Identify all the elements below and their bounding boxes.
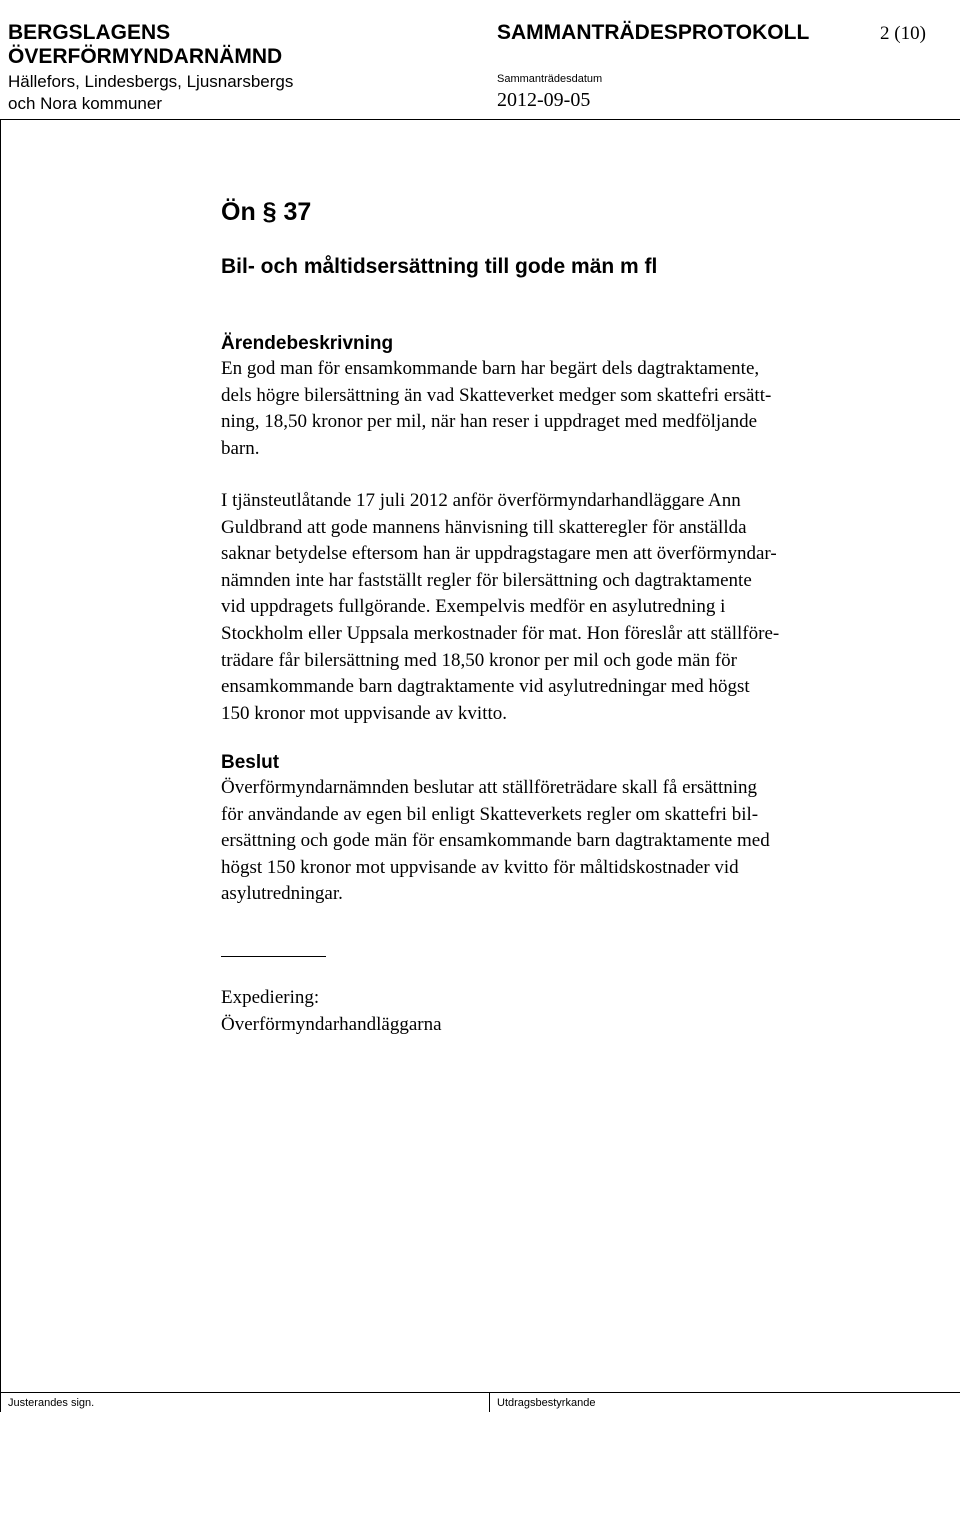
text-line: dels högre bilersättning än vad Skatteverket medger som skattefri ersätt- [221,384,772,406]
extract-certification-label: Utdragsbestyrkande [497,1397,596,1409]
municipalities-line2: och Nora kommuner [8,94,163,113]
decision-paragraph [221,775,921,908]
dispatch-recipient: Överförmyndarhandläggarna [221,1013,442,1035]
organization-name-line2: ÖVERFÖRMYNDARNÄMND [8,45,283,68]
text-line: En god man för ensamkommande barn har begärt dels dagtraktamente, [221,358,760,379]
text-line: vid uppdragets fullgörande. Exempelvis medför en asylutredning i [221,596,726,618]
footer-divider [0,1392,960,1393]
left-margin-rule [0,119,1,1412]
decision-heading: Beslut [221,752,280,773]
dispatch-label: Expediering: [221,987,320,1008]
separator-line [221,956,326,957]
text-line: trädare får bilersättning med 18,50 kronor per mil och gode män för [221,649,737,671]
text-line: ersättning och gode män för ensamkommande barn dagtraktamente med [221,830,770,852]
organization-name: BERGSLAGENS [8,21,171,44]
description-paragraph-2 [221,488,921,727]
text-line: ning, 18,50 kronor per mil, när han reser i uppdraget med medföljande [221,411,758,433]
text-line: högst 150 kronor mot uppvisande av kvitto för måltidskostnader vid [221,856,739,878]
section-number: Ön § 37 [221,198,312,226]
text-line: asylutredningar. [221,883,343,905]
text-line: I tjänsteutlåtande 17 juli 2012 anför överförmyndarhandläggare Ann [221,490,741,511]
signature-label: Justerandes sign. [8,1397,95,1409]
description-paragraph-1 [221,356,921,462]
text-line: Guldbrand att gode mannens hänvisning till skatteregler för anställda [221,516,747,538]
municipalities-line1: Hällefors, Lindesbergs, Ljusnarsbergs [8,72,294,91]
text-line: Stockholm eller Uppsala merkostnader för mat. Hon föreslår att ställföre- [221,622,780,644]
header-divider [0,119,960,120]
text-line: nämnden inte har fastställt regler för bilersättning och dagtraktamente [221,569,752,591]
text-line: för användande av egen bil enligt Skatteverkets regler om skattefri bil- [221,803,759,825]
page-number: 2 (10) [880,23,926,44]
text-line: ensamkommande barn dagtraktamente vid asylutredningar med högst [221,676,750,698]
footer-column-divider [489,1392,490,1412]
meeting-date-label: Sammanträdesdatum [497,73,603,85]
meeting-date: 2012-09-05 [497,89,591,111]
text-line: Överförmyndarnämnden beslutar att ställföreträdare skall få ersättning [221,777,758,798]
document-title: SAMMANTRÄDESPROTOKOLL [497,21,810,44]
text-line: 150 kronor mot uppvisande av kvitto. [221,702,508,724]
text-line: saknar betydelse eftersom han är uppdragstagare men att överförmyndar- [221,543,777,565]
text-line: barn. [221,437,260,459]
dispatch-block [221,985,921,1038]
description-heading: Ärendebeskrivning [221,333,394,354]
section-title: Bil- och måltidsersättning till gode män m fl [221,255,658,278]
